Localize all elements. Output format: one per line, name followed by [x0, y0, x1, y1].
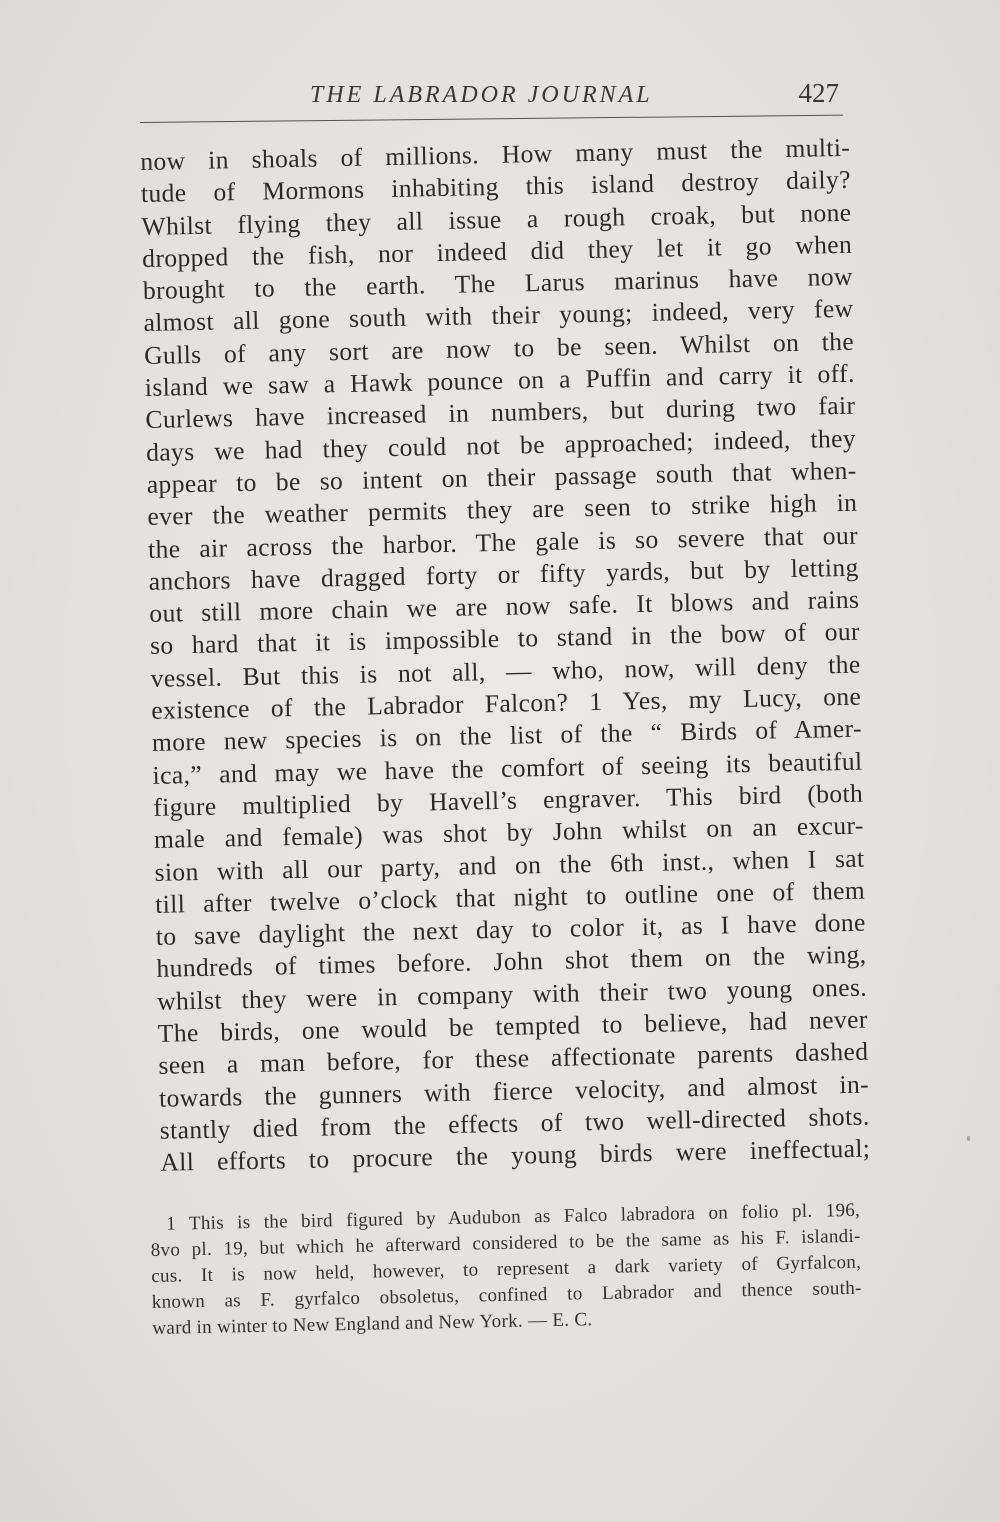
body-text	[140, 132, 871, 1180]
footnote-line: cus. It is now held, however, to represent a dark variety of Gyrfalcon,	[151, 1251, 862, 1287]
body-line: tude of Mormons inhabiting this island destroy daily?	[140, 165, 852, 209]
body-line: ica,” and may we have the comfort of seeing its beautiful	[152, 746, 863, 790]
body-line: ever the weather permits they are seen to strike high in	[147, 487, 858, 532]
body-line: figure multiplied by Havell’s engraver. This bird (both	[152, 778, 864, 822]
body-line: stantly died from the effects of two well-directed shots.	[159, 1101, 870, 1145]
footnote-line: ward in winter to New England and New York. — E. C.	[152, 1309, 593, 1339]
body-line: days we had they could not be approached; indeed, they	[145, 423, 857, 467]
body-line: more new species is on the list of the “ Birds of Amer-	[151, 713, 863, 758]
running-head	[140, 78, 845, 112]
body-line: now in shoals of millions. How many must the multi-	[140, 132, 851, 176]
body-line: Gulls of any sort are now to be seen. Whilst on the	[143, 326, 855, 370]
body-line: brought to the earth. The Larus marinus have now	[142, 261, 854, 306]
paper-speck	[967, 1136, 970, 1141]
body-line: the air across the harbor. The gale is so severe that our	[147, 520, 859, 564]
body-line: anchors have dragged forty or fifty yards, but by letting	[148, 552, 859, 596]
body-line: out still more chain we are now safe. It blows and rains	[149, 584, 860, 629]
body-line: male and female) was shot by John whilst on an excur-	[153, 810, 865, 855]
footnote-line: 1 This is the bird figured by Audubon as Falco labradora on folio pl. 196,	[166, 1199, 861, 1235]
body-line: till after twelve o’clock that night to outline one of them	[154, 875, 866, 919]
body-line: seen a man before, for these affectionate parents dashed	[158, 1036, 869, 1081]
body-line: almost all gone south with their young; indeed, very few	[143, 294, 854, 338]
body-line: so hard that it is impossible to stand in the bow of our	[149, 617, 861, 661]
body-line: towards the gunners with fierce velocity, and almost in-	[158, 1069, 870, 1113]
body-line: to save daylight the next day to color it, as I have done	[155, 907, 867, 951]
body-line: Curlews have increased in numbers, but during two fair	[145, 391, 856, 435]
body-line: appear to be so intent on their passage south that when-	[146, 455, 857, 499]
body-line: vessel. But this is not all, — who, now, will deny the	[150, 649, 861, 693]
body-line: island we saw a Hawk pounce on a Puffin and carry it off.	[144, 358, 855, 403]
body-line: Whilst flying they all issue a rough croak, but none	[141, 197, 852, 241]
body-line: hundreds of times before. John shot them on the wing,	[156, 940, 867, 984]
body-line: sion with all our party, and on the 6th inst., when I sat	[154, 843, 865, 887]
body-line: existence of the Labrador Falcon? 1 Yes, my Lucy, one	[151, 681, 862, 725]
footnote	[150, 1198, 862, 1342]
running-title: THE LABRADOR JOURNAL	[310, 82, 653, 108]
page-number: 427	[798, 78, 839, 108]
footnote-line: 8vo pl. 19, but which he afterward considered to be the same as his F. islandi-	[150, 1225, 861, 1261]
footnote-line: known as F. gyrfalco obsoletus, confined to Labrador and thence south-	[151, 1277, 862, 1313]
body-line: All efforts to procure the young birds were ineffectual;	[160, 1133, 871, 1177]
header-rule	[140, 115, 843, 123]
body-line: whilst they were in company with their two young ones.	[156, 972, 868, 1016]
body-line: dropped the fish, nor indeed did they let it go when	[141, 229, 853, 273]
body-line: The birds, one would be tempted to believe, had never	[157, 1004, 868, 1048]
